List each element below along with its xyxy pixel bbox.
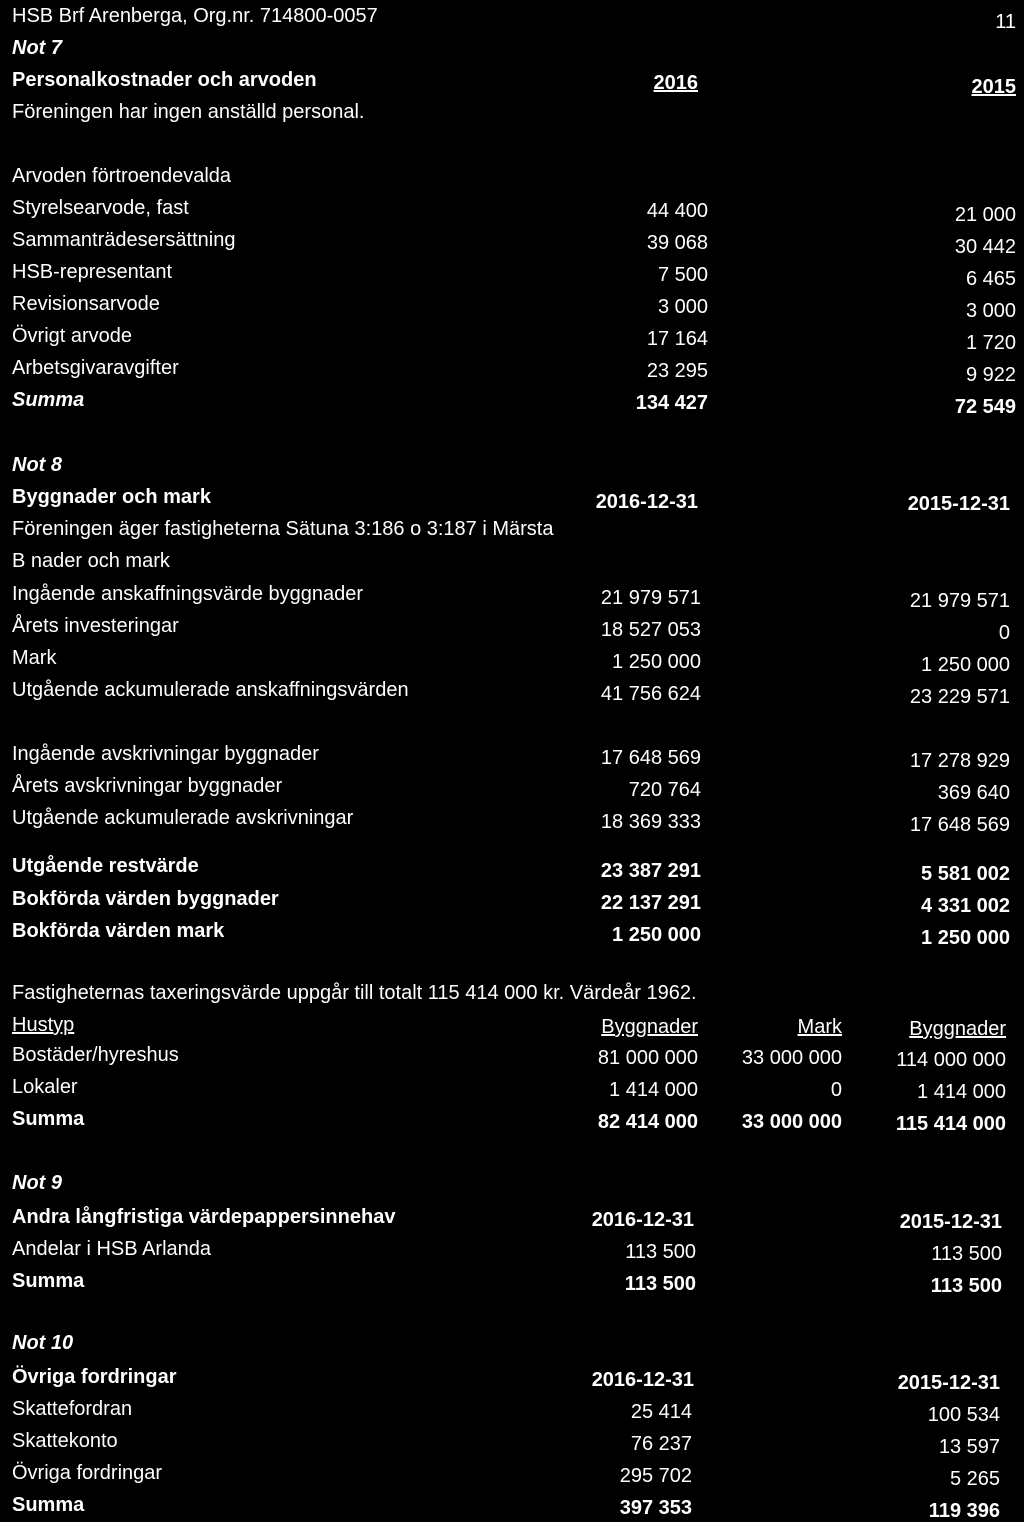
note7-row-value-2015: 6 465 (965, 268, 1016, 290)
tax-row-byggnader: 81 000 000 (597, 1047, 698, 1069)
note8-row-value-2016: 41 756 624 (600, 683, 701, 705)
note7-row-value-2016: 23 295 (646, 360, 708, 382)
note8-bold-row-value-2015: 1 250 000 (921, 927, 1010, 949)
note8-row-label: Utgående ackumulerade avskrivningar (12, 807, 354, 829)
tax-header-mark: Mark (797, 1016, 842, 1038)
note10-label: Not 10 (12, 1332, 74, 1354)
note10-col2-header: 2015-12-31 (897, 1372, 1000, 1394)
tax-header-hustyp: Hustyp (12, 1014, 75, 1036)
note8-bold-row-value-2015: 5 581 002 (921, 863, 1010, 885)
note8-row-value-2015: 1 250 000 (921, 654, 1010, 676)
note7-col1-header: 2016 (653, 72, 698, 94)
note8-row-value-2015: 17 648 569 (909, 814, 1010, 836)
note9-sum-2016: 113 500 (624, 1273, 696, 1295)
note8-label: Not 8 (12, 454, 62, 476)
note7-row-value-2016: 17 164 (646, 328, 708, 350)
note8-row-value-2015: 369 640 (937, 782, 1010, 804)
tax-row-total: 114 000 000 (896, 1049, 1006, 1071)
note8-bold-row-value-2015: 4 331 002 (921, 895, 1010, 917)
note7-sum-2015: 72 549 (954, 396, 1016, 418)
note8-row-value-2015: 23 229 571 (909, 686, 1010, 708)
note9-sum-label: Summa (12, 1270, 85, 1292)
note7-row-label: Styrelsearvode, fast (12, 197, 189, 219)
note9-sum-2015: 113 500 (930, 1275, 1002, 1297)
note7-row-value-2016: 7 500 (657, 264, 708, 286)
note10-row-value-2015: 13 597 (938, 1436, 1000, 1458)
note8-row-value-2016: 18 527 053 (600, 619, 701, 641)
note7-label: Not 7 (12, 37, 62, 59)
note8-intro: Föreningen äger fastigheterna Sätuna 3:186 o 3:187 i Märsta (12, 518, 554, 540)
note8-row-label: Utgående ackumulerade anskaffningsvärden (12, 679, 409, 701)
tax-row-total: 1 414 000 (917, 1081, 1006, 1103)
note8-row-value-2015: 17 278 929 (909, 750, 1010, 772)
page-number: 11 (995, 11, 1016, 33)
note8-col2-header: 2015-12-31 (907, 493, 1010, 515)
note10-row-value-2016: 295 702 (619, 1465, 692, 1487)
note9-col2-header: 2015-12-31 (899, 1211, 1002, 1233)
note10-title: Övriga fordringar (12, 1366, 177, 1388)
tax-row-mark: 33 000 000 (741, 1047, 842, 1069)
note8-bold-row-value-2016: 22 137 291 (600, 892, 701, 914)
tax-row-label: Bostäder/hyreshus (12, 1044, 179, 1066)
note8-row-label: Ingående anskaffningsvärde byggnader (12, 583, 364, 605)
note7-sum-2016: 134 427 (635, 392, 708, 414)
note8-row-label: Årets avskrivningar byggnader (12, 775, 283, 797)
note7-row-value-2015: 30 442 (954, 236, 1016, 258)
note8-bold-row-label: Bokförda värden mark (12, 920, 225, 942)
note10-row-label: Skattefordran (12, 1398, 133, 1420)
note10-sum-label: Summa (12, 1494, 85, 1516)
note7-row-label: Sammanträdesersättning (12, 229, 236, 251)
tax-row-label: Lokaler (12, 1076, 78, 1098)
note8-bold-row-value-2016: 23 387 291 (600, 860, 701, 882)
note7-row-label: HSB-representant (12, 261, 173, 283)
note9-col1-header: 2016-12-31 (591, 1209, 694, 1231)
note8-bold-row-label: Utgående restvärde (12, 855, 199, 877)
note7-col2-header: 2015 (971, 76, 1016, 98)
note8-row-label: Mark (12, 647, 57, 669)
note7-row-label: Revisionsarvode (12, 293, 160, 315)
note10-col1-header: 2016-12-31 (591, 1369, 694, 1391)
note8-row-label: Ingående avskrivningar byggnader (12, 743, 319, 765)
note7-row-value-2015: 9 922 (965, 364, 1016, 386)
note8-row-value-2016: 21 979 571 (600, 587, 701, 609)
tax-row-byggnader: 1 414 000 (609, 1079, 698, 1101)
note7-row-value-2016: 39 068 (646, 232, 708, 254)
note10-row-label: Övriga fordringar (12, 1462, 163, 1484)
tax-sum-label: Summa (12, 1108, 85, 1130)
note7-row-value-2016: 3 000 (657, 296, 708, 318)
tax-header-byggnader: Byggnader (601, 1016, 698, 1038)
note7-row-value-2015: 21 000 (954, 204, 1016, 226)
note9-row-value-2015: 113 500 (931, 1243, 1002, 1265)
note7-row-value-2016: 44 400 (646, 200, 708, 222)
note9-row-value-2016: 113 500 (625, 1241, 696, 1263)
tax-header-byggnader-total: Byggnader (909, 1018, 1006, 1040)
note10-row-label: Skattekonto (12, 1430, 118, 1452)
note9-label: Not 9 (12, 1172, 62, 1194)
note8-row-value-2016: 17 648 569 (600, 747, 701, 769)
tax-row-mark: 0 (830, 1079, 842, 1101)
note10-row-value-2016: 76 237 (630, 1433, 692, 1455)
note7-title: Personalkostnader och arvoden (12, 69, 317, 91)
note8-bold-row-value-2016: 1 250 000 (612, 924, 701, 946)
note10-sum-2016: 397 353 (619, 1497, 692, 1519)
note8-subheading: B nader och mark (12, 550, 170, 572)
note7-subheading: Arvoden förtroendevalda (12, 165, 232, 187)
note8-row-value-2016: 1 250 000 (612, 651, 701, 673)
note8-title: Byggnader och mark (12, 486, 211, 508)
note7-row-value-2015: 3 000 (965, 300, 1016, 322)
tax-sum-byggnader: 82 414 000 (597, 1111, 698, 1133)
note7-intro: Föreningen har ingen anställd personal. (12, 101, 365, 123)
note10-sum-2015: 119 396 (928, 1500, 1000, 1522)
note10-row-value-2015: 100 534 (927, 1404, 1000, 1426)
note7-row-label: Arbetsgivaravgifter (12, 357, 179, 379)
note8-row-value-2016: 720 764 (628, 779, 701, 801)
tax-sum-total: 115 414 000 (895, 1113, 1006, 1135)
note8-row-value-2015: 21 979 571 (909, 590, 1010, 612)
document-header: HSB Brf Arenberga, Org.nr. 714800-0057 (12, 5, 378, 27)
note8-row-value-2015: 0 (998, 622, 1010, 644)
note8-row-label: Årets investeringar (12, 615, 179, 637)
tax-sum-mark: 33 000 000 (741, 1111, 842, 1133)
tax-value-text: Fastigheternas taxeringsvärde uppgår till totalt 115 414 000 kr. Värdeår 1962. (12, 982, 697, 1004)
note8-bold-row-label: Bokförda värden byggnader (12, 888, 279, 910)
note7-row-label: Övrigt arvode (12, 325, 133, 347)
note9-title: Andra långfristiga värdepappersinnehav (12, 1206, 396, 1228)
note8-col1-header: 2016-12-31 (595, 491, 698, 513)
note8-row-value-2016: 18 369 333 (600, 811, 701, 833)
note7-sum-label: Summa (12, 389, 85, 411)
note10-row-value-2016: 25 414 (630, 1401, 692, 1423)
note9-row-label: Andelar i HSB Arlanda (12, 1238, 212, 1260)
note10-row-value-2015: 5 265 (949, 1468, 1000, 1490)
note7-row-value-2015: 1 720 (965, 332, 1016, 354)
